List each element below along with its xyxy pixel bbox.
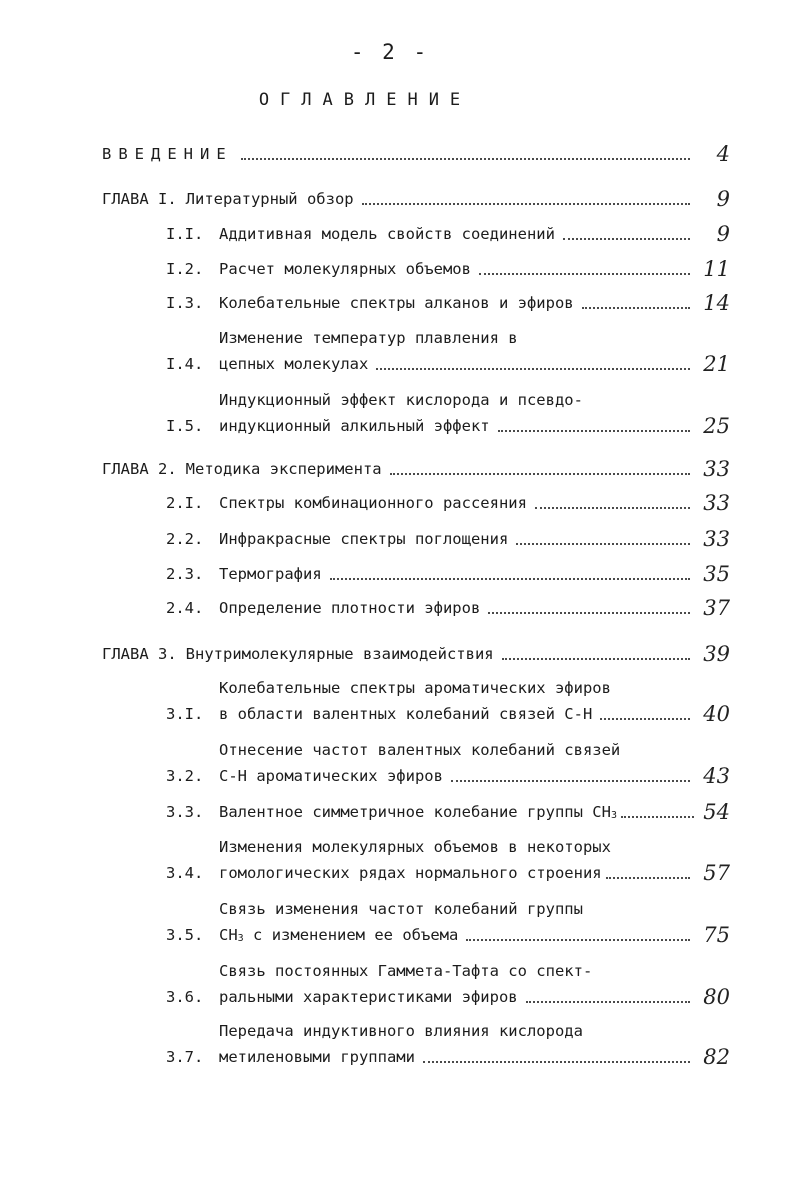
chapter-label: ГЛАВА I. xyxy=(102,190,177,208)
page-ref: 11 xyxy=(703,257,730,281)
section-title-cont: в области валентных колебаний связей С-Н xyxy=(219,705,593,723)
dot-leader xyxy=(621,816,694,818)
dot-leader xyxy=(330,578,690,580)
toc-chapter-2 xyxy=(102,456,730,482)
section-title-cont: индукционный алкильный эффект xyxy=(219,417,490,435)
chapter-label: ГЛАВА 2. xyxy=(102,460,177,478)
chapter-title: Внутримолекулярные взаимодействия xyxy=(185,645,494,663)
section-number: 3.7. xyxy=(166,1048,204,1066)
page-ref: 37 xyxy=(703,596,730,620)
section-title: Передача индуктивного влияния кислорода xyxy=(219,1022,583,1040)
section-title: Связь изменения частот колебаний группы xyxy=(219,900,583,918)
chapter-title: Методика эксперимента xyxy=(185,460,382,478)
dot-leader xyxy=(423,1061,690,1063)
dot-leader xyxy=(600,718,690,720)
chapter-label: ГЛАВА 3. xyxy=(102,645,177,663)
section-title-cont: ральными характеристиками эфиров xyxy=(219,988,518,1006)
toc-intro xyxy=(102,141,730,167)
section-title-cont: гомологических рядах нормального строения xyxy=(219,864,602,882)
section-number: 3.4. xyxy=(166,864,204,882)
section-title-tail: с изменением ее объема xyxy=(243,926,459,944)
section-title: Колебательные спектры алканов и эфиров xyxy=(219,294,574,312)
dot-leader xyxy=(526,1001,690,1003)
dot-leader xyxy=(502,658,690,660)
dot-leader xyxy=(535,507,690,509)
subscript: 3 xyxy=(610,810,617,821)
toc-section-2-1 xyxy=(166,490,730,516)
toc-title: ОГЛАВЛЕНИЕ xyxy=(258,90,472,110)
dot-leader xyxy=(466,939,690,941)
section-title: Определение плотности эфиров xyxy=(219,599,481,617)
section-title: Индукционный эффект кислорода и псевдо- xyxy=(219,391,583,409)
page-ref: 14 xyxy=(703,291,730,315)
section-number: 3.6. xyxy=(166,988,204,1006)
dot-leader xyxy=(376,368,690,370)
toc-section-3-4 xyxy=(166,834,730,886)
section-number: I.I. xyxy=(166,225,204,243)
toc-section-2-3 xyxy=(166,561,730,587)
page-ref: 75 xyxy=(703,923,730,947)
toc-chapter-3 xyxy=(102,641,730,667)
section-title: Инфракрасные спектры поглощения xyxy=(219,530,509,548)
toc-section-1-1 xyxy=(166,221,730,247)
page-ref: 54 xyxy=(703,800,730,824)
section-number: 2.2. xyxy=(166,530,204,548)
section-number: 3.I. xyxy=(166,705,204,723)
section-title: Термография xyxy=(219,565,322,583)
page-ref: 21 xyxy=(703,352,730,376)
section-title: Изменения молекулярных объемов в некоторых xyxy=(219,838,611,856)
subscript: 3 xyxy=(237,933,244,944)
section-number: I.2. xyxy=(166,260,204,278)
section-number: 2.I. xyxy=(166,494,204,512)
section-title: Колебательные спектры ароматических эфиров xyxy=(219,679,611,697)
section-title: Изменение температур плавления в xyxy=(219,329,518,347)
section-title-cont: метиленовыми группами xyxy=(219,1048,415,1066)
page-ref: 25 xyxy=(703,414,730,438)
dot-leader xyxy=(606,877,690,879)
dot-leader xyxy=(488,612,690,614)
page-ref: 82 xyxy=(703,1045,730,1069)
section-number: 3.5. xyxy=(166,926,204,944)
page-ref: 4 xyxy=(716,142,730,166)
section-title: Связь постоянных Гаммета-Тафта со спект- xyxy=(219,962,593,980)
toc-section-1-3 xyxy=(166,290,730,316)
dot-leader xyxy=(582,307,690,309)
section-number: I.4. xyxy=(166,355,204,373)
section-title-cont: С-Н ароматических эфиров xyxy=(219,767,443,785)
dot-leader xyxy=(563,238,690,240)
page-ref: 40 xyxy=(703,702,730,726)
toc-section-3-3 xyxy=(166,799,730,825)
page-ref: 33 xyxy=(703,491,730,515)
dot-leader xyxy=(390,473,690,475)
toc-section-1-5 xyxy=(166,387,730,439)
toc-section-1-2 xyxy=(166,256,730,282)
page-ref: 9 xyxy=(716,222,730,246)
section-title: Валентное симметричное колебание группы СН xyxy=(219,803,611,821)
section-number: 3.3. xyxy=(166,803,204,821)
section-title: Аддитивная модель свойств соединений xyxy=(219,225,555,243)
toc-section-3-1 xyxy=(166,675,730,727)
section-title: Расчет молекулярных объемов xyxy=(219,260,471,278)
dot-leader xyxy=(362,203,690,205)
section-number: I.3. xyxy=(166,294,204,312)
intro-title: ВВЕДЕНИЕ xyxy=(102,145,233,163)
dot-leader xyxy=(451,780,690,782)
page-number: - 2 - xyxy=(350,40,430,64)
page-ref: 35 xyxy=(703,562,730,586)
chapter-title: Литературный обзор xyxy=(185,190,354,208)
section-title: Спектры комбинационного рассеяния xyxy=(219,494,527,512)
dot-leader xyxy=(498,430,690,432)
toc-section-3-7 xyxy=(166,1018,730,1070)
page-ref: 43 xyxy=(703,764,730,788)
page-ref: 33 xyxy=(703,457,730,481)
toc-section-3-6 xyxy=(166,958,730,1010)
toc-section-3-5 xyxy=(166,896,730,948)
toc-section-1-4 xyxy=(166,325,730,377)
section-title-cont: СН xyxy=(219,926,238,944)
toc-section-2-4 xyxy=(166,595,730,621)
dot-leader xyxy=(479,273,690,275)
section-number: 2.4. xyxy=(166,599,204,617)
section-number: I.5. xyxy=(166,417,204,435)
page-ref: 57 xyxy=(703,861,730,885)
section-number: 2.3. xyxy=(166,565,204,583)
section-title: Отнесение частот валентных колебаний связей xyxy=(219,741,621,759)
toc-section-3-2 xyxy=(166,737,730,789)
section-number: 3.2. xyxy=(166,767,204,785)
page-ref: 39 xyxy=(703,642,730,666)
page-ref: 33 xyxy=(703,527,730,551)
dot-leader xyxy=(241,158,690,160)
dot-leader xyxy=(516,543,690,545)
section-title-cont: цепных молекулах xyxy=(219,355,369,373)
page-ref: 9 xyxy=(716,187,730,211)
page-ref: 80 xyxy=(703,985,730,1009)
toc-section-2-2 xyxy=(166,526,730,552)
toc-chapter-1 xyxy=(102,186,730,212)
